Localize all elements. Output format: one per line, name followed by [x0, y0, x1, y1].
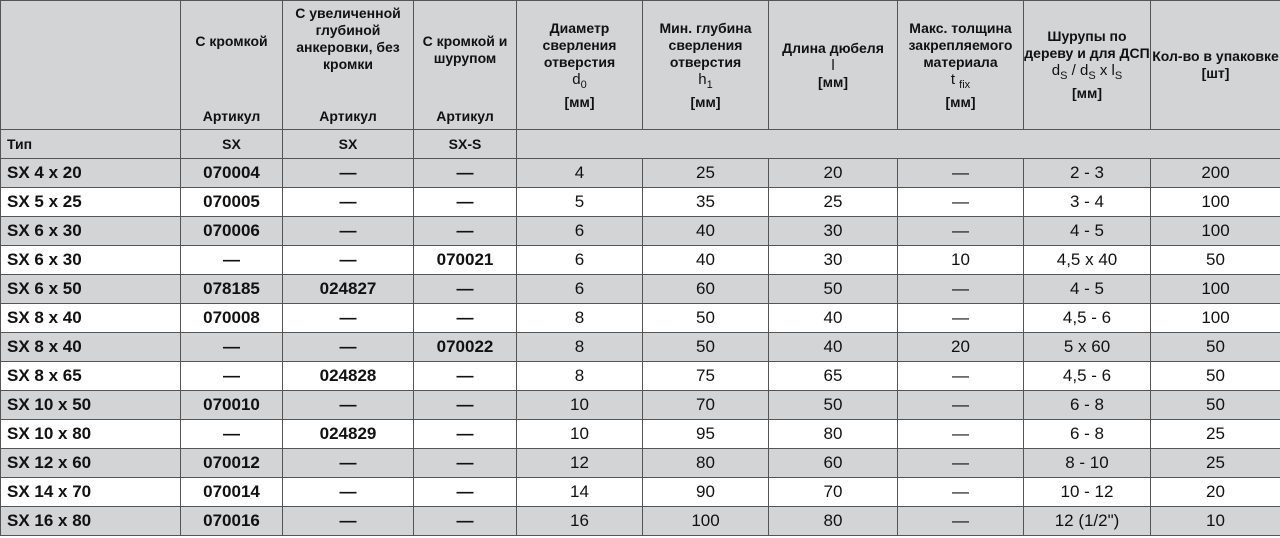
cell-article-deep: —	[283, 507, 414, 536]
cell-type: SX 4 x 20	[1, 159, 181, 188]
cell-drill-depth: 100	[643, 507, 769, 536]
table-row	[1, 159, 1280, 188]
cell-article-screw: —	[414, 362, 517, 391]
table-row	[1, 246, 1280, 275]
cell-drill-depth: 75	[643, 362, 769, 391]
table-row	[1, 478, 1280, 507]
cell-max-thickness: —	[898, 362, 1024, 391]
cell-max-thickness: 10	[898, 246, 1024, 275]
cell-drill-depth: 40	[643, 246, 769, 275]
header-deep-anchoring: С увеличенной глубиной анкеровки, без кромки Артикул	[283, 1, 414, 130]
cell-wood-screws: 4,5 - 6	[1024, 304, 1151, 333]
cell-article-deep: —	[283, 246, 414, 275]
cell-article-deep: —	[283, 391, 414, 420]
cell-wood-screws: 2 - 3	[1024, 159, 1151, 188]
cell-anchor-length: 30	[769, 217, 898, 246]
cell-wood-screws: 4 - 5	[1024, 217, 1151, 246]
cell-drill-diameter: 8	[517, 333, 643, 362]
table-row	[1, 507, 1280, 536]
cell-pack-qty: 200	[1151, 159, 1280, 188]
cell-max-thickness: —	[898, 420, 1024, 449]
cell-pack-qty: 20	[1151, 478, 1280, 507]
cell-article-edge: 070014	[181, 478, 283, 507]
cell-article-screw: —	[414, 275, 517, 304]
cell-wood-screws: 10 - 12	[1024, 478, 1151, 507]
cell-type: SX 6 x 50	[1, 275, 181, 304]
table-row	[1, 449, 1280, 478]
cell-article-screw: —	[414, 420, 517, 449]
cell-type: SX 6 x 30	[1, 246, 181, 275]
type-deep: SX	[283, 130, 414, 159]
cell-drill-depth: 25	[643, 159, 769, 188]
cell-max-thickness: —	[898, 188, 1024, 217]
cell-anchor-length: 60	[769, 449, 898, 478]
cell-drill-diameter: 5	[517, 188, 643, 217]
cell-drill-diameter: 6	[517, 217, 643, 246]
cell-type: SX 14 x 70	[1, 478, 181, 507]
cell-article-deep: 024827	[283, 275, 414, 304]
cell-article-screw: —	[414, 217, 517, 246]
table-row	[1, 391, 1280, 420]
header-pack-qty: Кол-во в упаковке [шт]	[1151, 1, 1280, 130]
cell-max-thickness: —	[898, 391, 1024, 420]
cell-type: SX 10 x 50	[1, 391, 181, 420]
cell-type: SX 8 x 65	[1, 362, 181, 391]
header-edge-screw: С кромкой и шурупом Артикул	[414, 1, 517, 130]
cell-article-screw: —	[414, 304, 517, 333]
cell-drill-depth: 50	[643, 333, 769, 362]
cell-anchor-length: 25	[769, 188, 898, 217]
cell-article-screw: —	[414, 159, 517, 188]
cell-article-screw: 070022	[414, 333, 517, 362]
cell-drill-diameter: 4	[517, 159, 643, 188]
cell-type: SX 12 x 60	[1, 449, 181, 478]
type-row	[1, 130, 1280, 159]
cell-pack-qty: 25	[1151, 420, 1280, 449]
cell-article-deep: 024829	[283, 420, 414, 449]
cell-type: SX 6 x 30	[1, 217, 181, 246]
cell-pack-qty: 25	[1151, 449, 1280, 478]
cell-max-thickness: —	[898, 275, 1024, 304]
cell-drill-diameter: 6	[517, 246, 643, 275]
cell-pack-qty: 50	[1151, 333, 1280, 362]
cell-article-deep: —	[283, 159, 414, 188]
table-row	[1, 188, 1280, 217]
cell-wood-screws: 12 (1/2")	[1024, 507, 1151, 536]
cell-drill-depth: 40	[643, 217, 769, 246]
cell-article-edge: 070008	[181, 304, 283, 333]
cell-anchor-length: 70	[769, 478, 898, 507]
cell-drill-depth: 80	[643, 449, 769, 478]
cell-type: SX 16 x 80	[1, 507, 181, 536]
header-edge: С кромкой Артикул	[181, 1, 283, 130]
cell-anchor-length: 65	[769, 362, 898, 391]
cell-type: SX 10 x 80	[1, 420, 181, 449]
cell-anchor-length: 80	[769, 507, 898, 536]
cell-article-deep: —	[283, 188, 414, 217]
cell-article-screw: —	[414, 188, 517, 217]
cell-article-edge: 070010	[181, 391, 283, 420]
header-wood-screws: Шурупы по дереву и для ДСП $d_S / d_S$ x $l_S$ [мм]	[1024, 1, 1151, 130]
cell-drill-diameter: 8	[517, 304, 643, 333]
cell-type: SX 5 x 25	[1, 188, 181, 217]
header-max-thickness: Макс. толщина закрепляемого материала t $_{fix}$ [мм]	[898, 1, 1024, 130]
cell-anchor-length: 40	[769, 304, 898, 333]
cell-article-deep: 024828	[283, 362, 414, 391]
cell-wood-screws: 4,5 x 40	[1024, 246, 1151, 275]
cell-drill-diameter: 16	[517, 507, 643, 536]
table-row	[1, 275, 1280, 304]
table-row	[1, 333, 1280, 362]
cell-anchor-length: 40	[769, 333, 898, 362]
cell-anchor-length: 30	[769, 246, 898, 275]
cell-pack-qty: 50	[1151, 391, 1280, 420]
cell-anchor-length: 20	[769, 159, 898, 188]
cell-drill-depth: 90	[643, 478, 769, 507]
cell-article-edge: 070016	[181, 507, 283, 536]
table-row	[1, 362, 1280, 391]
cell-drill-diameter: 14	[517, 478, 643, 507]
cell-article-screw: —	[414, 478, 517, 507]
cell-pack-qty: 100	[1151, 188, 1280, 217]
cell-anchor-length: 50	[769, 391, 898, 420]
cell-drill-depth: 95	[643, 420, 769, 449]
cell-max-thickness: —	[898, 304, 1024, 333]
cell-wood-screws: 6 - 8	[1024, 420, 1151, 449]
cell-article-edge: —	[181, 362, 283, 391]
type-screw: SX-S	[414, 130, 517, 159]
cell-article-deep: —	[283, 449, 414, 478]
cell-pack-qty: 50	[1151, 246, 1280, 275]
type-row-filler	[517, 130, 1280, 159]
cell-wood-screws: 3 - 4	[1024, 188, 1151, 217]
cell-max-thickness: —	[898, 159, 1024, 188]
cell-article-edge: —	[181, 420, 283, 449]
cell-drill-depth: 60	[643, 275, 769, 304]
cell-wood-screws: 8 - 10	[1024, 449, 1151, 478]
cell-max-thickness: —	[898, 478, 1024, 507]
cell-anchor-length: 80	[769, 420, 898, 449]
header-type	[1, 1, 181, 130]
type-label: Тип	[1, 130, 181, 159]
cell-article-edge: 078185	[181, 275, 283, 304]
cell-anchor-length: 50	[769, 275, 898, 304]
cell-wood-screws: 4 - 5	[1024, 275, 1151, 304]
header-row	[1, 1, 1280, 130]
cell-article-screw: —	[414, 507, 517, 536]
cell-article-edge: 070005	[181, 188, 283, 217]
header-drill-diameter: Диаметр сверления отверстия $d_0$ [мм]	[517, 1, 643, 130]
cell-drill-diameter: 8	[517, 362, 643, 391]
cell-article-deep: —	[283, 333, 414, 362]
cell-drill-depth: 70	[643, 391, 769, 420]
cell-drill-diameter: 12	[517, 449, 643, 478]
cell-max-thickness: —	[898, 217, 1024, 246]
cell-drill-depth: 50	[643, 304, 769, 333]
cell-pack-qty: 100	[1151, 217, 1280, 246]
cell-article-screw: 070021	[414, 246, 517, 275]
cell-article-screw: —	[414, 391, 517, 420]
cell-pack-qty: 10	[1151, 507, 1280, 536]
cell-wood-screws: 6 - 8	[1024, 391, 1151, 420]
cell-article-edge: —	[181, 246, 283, 275]
header-drill-depth: Мин. глубина сверления отверстия $h_1$ [мм]	[643, 1, 769, 130]
cell-wood-screws: 5 x 60	[1024, 333, 1151, 362]
cell-type: SX 8 x 40	[1, 304, 181, 333]
cell-max-thickness: —	[898, 449, 1024, 478]
cell-article-deep: —	[283, 217, 414, 246]
cell-article-deep: —	[283, 478, 414, 507]
cell-article-deep: —	[283, 304, 414, 333]
type-edge: SX	[181, 130, 283, 159]
cell-type: SX 8 x 40	[1, 333, 181, 362]
header-anchor-length: Длина дюбеля l [мм]	[769, 1, 898, 130]
cell-drill-diameter: 10	[517, 391, 643, 420]
cell-drill-depth: 35	[643, 188, 769, 217]
cell-article-edge: 070004	[181, 159, 283, 188]
cell-wood-screws: 4,5 - 6	[1024, 362, 1151, 391]
table-row	[1, 304, 1280, 333]
cell-max-thickness: —	[898, 507, 1024, 536]
cell-article-edge: 070006	[181, 217, 283, 246]
cell-pack-qty: 100	[1151, 275, 1280, 304]
cell-drill-diameter: 6	[517, 275, 643, 304]
table-row	[1, 420, 1280, 449]
cell-article-edge: 070012	[181, 449, 283, 478]
table-row	[1, 217, 1280, 246]
cell-article-edge: —	[181, 333, 283, 362]
cell-article-screw: —	[414, 449, 517, 478]
cell-drill-diameter: 10	[517, 420, 643, 449]
cell-pack-qty: 100	[1151, 304, 1280, 333]
cell-max-thickness: 20	[898, 333, 1024, 362]
cell-pack-qty: 50	[1151, 362, 1280, 391]
